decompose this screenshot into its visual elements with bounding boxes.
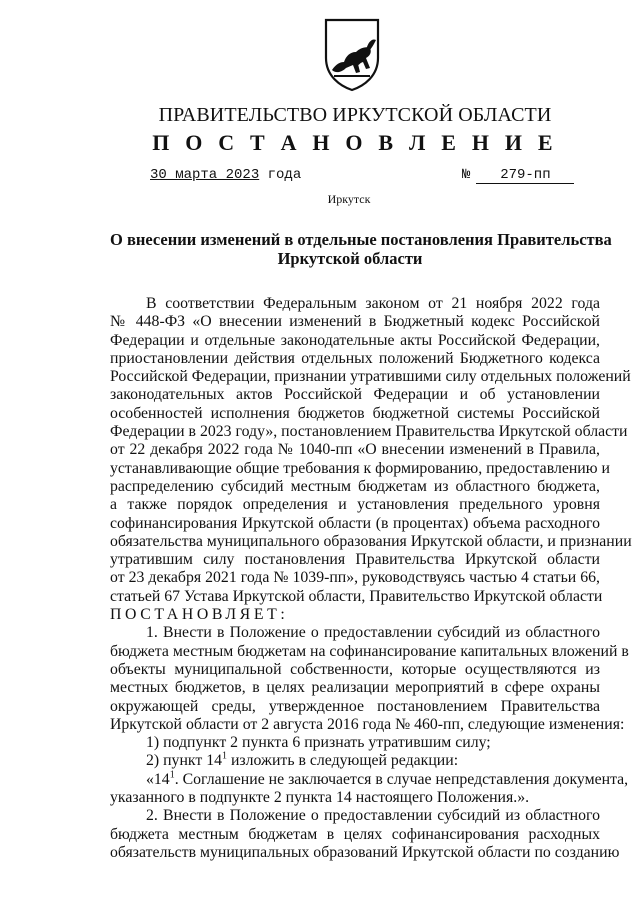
body-line: распределению субсидий местным бюджетам из областного бюджета,	[110, 477, 600, 495]
decree-date	[150, 167, 301, 183]
body-line: бюджета местным бюджетам в целях софинансирования расходных	[110, 825, 600, 843]
body-line: утратившим силу постановления Правительства Иркутской области	[110, 551, 600, 569]
body-line: местных бюджетов, в целях реализации мероприятий в сфере охраны	[110, 679, 600, 697]
number-prefix: №	[462, 167, 471, 183]
body-line: особенностей исполнения бюджетов бюджетной системы Российской	[110, 404, 600, 422]
body-line: софинансирования Иркутской области (в процентах) объема расходного	[110, 514, 600, 532]
body-line: приостановлении действия отдельных положений Бюджетного кодекса	[110, 349, 600, 367]
body-line: от 22 декабря 2022 года № 1040-пп «О внесении изменений в Правила,	[110, 441, 600, 459]
coat-of-arms-icon	[322, 18, 382, 92]
superscript: 1	[222, 751, 228, 763]
body-line: а также порядок определения и установления предельного уровня	[110, 496, 600, 514]
body-line: объекты муниципальной собственности, которые осуществляются из	[110, 660, 600, 678]
document-body	[110, 295, 632, 862]
body-line: Иркутской области от 2 августа 2016 года № 460-пп, следующие изменения:	[110, 715, 625, 733]
title-line: Иркутской области	[277, 249, 423, 268]
decree-number	[462, 167, 574, 184]
body-line: В соответствии Федеральным законом от 21 ноября 2022 года	[146, 295, 600, 312]
document-type: П О С Т А Н О В Л Е Н И Е	[152, 130, 558, 155]
body-line: окружающей среды, утвержденное постановлением Правительства	[110, 697, 600, 715]
city: Иркутск	[327, 192, 371, 206]
body-line-text: . Соглашение не заключается в случае непредставления документа,	[174, 770, 629, 788]
body-line-text: изложить в следующей редакции:	[227, 752, 459, 770]
body-line: от 23 декабря 2021 года № 1039-пп», руководствуясь частью 4 статьи 66,	[110, 569, 600, 587]
date-value: 30 марта 2023	[150, 167, 260, 183]
body-line-text: 2) пункт 14	[146, 752, 223, 770]
body-line: устанавливающие общие требования к формированию, предоставлению и	[110, 459, 610, 477]
title-line: О внесении изменений в отдельные постановления Правительства	[110, 230, 612, 249]
body-line	[110, 752, 600, 770]
body-line	[110, 769, 629, 789]
body-line: 1. Внести в Положение о предоставлении субсидий из областного	[146, 624, 600, 642]
body-line-text: «14	[146, 770, 170, 788]
body-line: бюджета местным бюджетам на софинансирование капитальных вложений в	[110, 642, 629, 660]
body-line: законодательных актов Российской Федерации и об установлении	[110, 386, 600, 404]
body-line: статьей 67 Устава Иркутской области, Правительство Иркутской области	[110, 587, 603, 605]
body-line: Российской Федерации, признании утратившими силу отдельных положений	[110, 368, 631, 386]
body-line: обязательства муниципального образования Иркутской области, и признании	[110, 532, 632, 550]
body-line: Федерации и отдельные законодательные акты Российской Федерации,	[110, 331, 600, 349]
body-line: 1) подпункт 2 пункта 6 признать утратившим силу;	[146, 734, 491, 752]
body-line: обязательств муниципальных образований Иркутской области по созданию	[110, 843, 620, 861]
body-line: Федерации в 2023 году», постановлением Правительства Иркутской области	[110, 423, 628, 441]
superscript: 1	[169, 769, 175, 781]
resolves-heading: ПОСТАНОВЛЯЕТ:	[110, 606, 289, 624]
body-line: № 448-ФЗ «О внесении изменений в Бюджетный кодекс Российской	[110, 313, 600, 331]
number-value: 279-пп	[476, 167, 574, 184]
body-line: 2. Внести в Положение о предоставлении субсидий из областного	[146, 807, 600, 825]
document-title	[110, 230, 612, 268]
date-suffix: года	[267, 167, 302, 183]
body-line: указанного в подпункте 2 пункта 14 настоящего Положения.».	[110, 789, 530, 807]
government-name: ПРАВИТЕЛЬСТВО ИРКУТСКОЙ ОБЛАСТИ	[158, 104, 552, 126]
